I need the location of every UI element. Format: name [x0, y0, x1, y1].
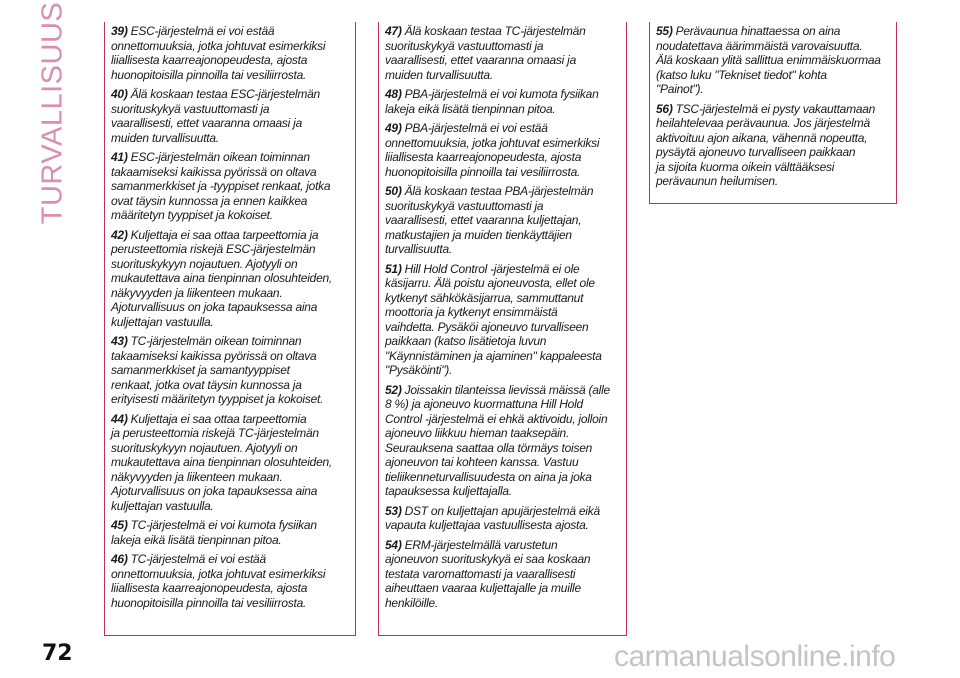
note-number: 50) [385, 184, 402, 198]
note-number: 48) [385, 87, 402, 101]
note-text: TC-järjestelmä ei voi kumota fysiikan lakeja eikä lisätä tienpinnan pitoa. [111, 518, 317, 547]
warning-note [385, 184, 624, 257]
warning-column-1 [104, 22, 356, 636]
note-text: ESC-järjestelmä ei voi estää onnettomuuksia, jotka johtuvat esimerkiksi liiallisesta kaarreajonopeudesta, ajosta huonopitoisilla pinnoilla tai vesiliirrosta. [111, 24, 326, 82]
note-text: TC-järjestelmä ei voi estää onnettomuuksia, jotka johtuvat esimerkiksi liiallisesta kaarreajonopeudesta, ajosta huonopitoisilla pinnoilla tai vesiliirrosta. [111, 552, 326, 610]
note-text: Älä koskaan testaa PBA-järjestelmän suorituskykyä vastuuttomasti ja vaarallisesti, ettet vaaranna kuljettajan, matkustajien ja muiden tienkäyttäjien turvallisuutta. [385, 184, 594, 256]
note-text: Joissakin tilanteissa lievissä mäissä (alle 8 %) ja ajoneuvo kuormattuna Hill Hold Control -järjestelmä ei ehkä aktivoidu, jolloin ajoneuvo liikkuu hieman taaksepäin. Seurauksena saattaa olla törmäys toisen ajoneuvon tai kohteen kanssa. Vastuu tieliikenneturvallisuudesta on aina ja joka tapauksessa kuljettajalla. [385, 382, 610, 498]
warning-note [385, 383, 624, 499]
note-number: 47) [385, 24, 402, 38]
warning-note [656, 24, 894, 97]
note-number: 55) [656, 24, 673, 38]
note-text: TC-järjestelmän oikean toiminnan takaamiseksi kaikissa pyörissä on oltava samanmerkkiset ja samantyyppiset renkaat, jotka ovat täysin kunnossa ja erityisesti määritetyn tyyppiset ja kokoiset. [111, 334, 324, 406]
note-text: Älä koskaan testaa ESC-järjestelmän suorituskykyä vastuuttomasti ja vaarallisesti, ettet vaaranna omaasi ja muiden turvallisuutta. [111, 87, 320, 145]
warning-column-3 [649, 22, 897, 204]
note-text: PBA-järjestelmä ei voi kumota fysiikan lakeja eikä lisätä tienpinnan pitoa. [385, 87, 599, 116]
warning-note [656, 102, 894, 189]
note-number: 44) [111, 411, 128, 426]
note-text: Kuljettaja ei saa ottaa tarpeettomia ja perusteettomia riskejä ESC-järjestelmän suorituskykyyn nojautuen. Ajotyyli on mukautettava aina tienpinnan olosuhteiden, näkyvyyden ja liikenteen mukaan. Ajoturvallisuus on joka tapauksessa aina kuljettajan vastuulla. [111, 227, 333, 329]
warning-note [111, 150, 353, 223]
note-text: PBA-järjestelmä ei voi estää onnettomuuksia, jotka johtuvat esimerkiksi liiallisesta kaarreajonopeudesta, ajosta huonopitoisilla pinnoilla tai vesiliirrosta. [385, 121, 600, 179]
page-number: 72 [42, 641, 73, 666]
warning-note [111, 518, 353, 547]
warning-note [385, 538, 624, 611]
note-number: 54) [385, 537, 402, 552]
note-number: 51) [385, 261, 402, 276]
warning-note [111, 412, 353, 514]
note-text: Älä koskaan testaa TC-järjestelmän suorituskykyä vastuuttomasti ja vaarallisesti, ettet vaaranna omaasi ja muiden turvallisuutta. [385, 24, 586, 82]
warning-note [111, 552, 353, 610]
note-number: 42) [111, 227, 128, 242]
note-text: Kuljettaja ei saa ottaa tarpeettomia ja perusteettomia riskejä TC-järjestelmän suorituskykyyn nojautuen. Ajotyyli on mukautettava aina tienpinnan olosuhteiden, näkyvyyden ja liikenteen mukaan. Ajoturvallisuus on joka tapauksessa aina kuljettajan vastuulla. [111, 411, 333, 513]
warning-note [385, 87, 624, 116]
warning-note [385, 504, 624, 533]
warning-note [111, 87, 353, 145]
note-number: 52) [385, 382, 402, 397]
note-number: 46) [111, 552, 128, 566]
note-text: Perävaunua hinattaessa on aina noudatettava äärimmäistä varovaisuutta. Älä koskaan ylitä sallittua enimmäiskuormaa (katso luku "Tekniset tiedot" kohta "Painot"). [656, 24, 881, 96]
note-number: 53) [385, 503, 402, 518]
note-text: TSC-järjestelmä ei pysty vakauttamaan heilahtelevaa perävaunua. Jos järjestelmä aktivoituu ajon aikana, vähennä nopeutta, pysäytä ajoneuvo turvalliseen paikkaan ja sijoita kuorma oikein välttääksesi perävaunun heilumisen. [656, 101, 876, 188]
warning-note [111, 24, 353, 82]
warning-note [111, 334, 353, 407]
note-number: 39) [111, 24, 128, 38]
note-number: 56) [656, 101, 673, 116]
note-text: ESC-järjestelmän oikean toiminnan takaamiseksi kaikissa pyörissä on oltava samanmerkkiset ja -tyyppiset renkaat, jotka ovat täysin kunnossa ja ennen kaikkea määritetyn tyyppiset ja kokoiset. [111, 150, 331, 222]
note-text: Hill Hold Control -järjestelmä ei ole käsijarru. Älä poistu ajoneuvosta, ellet ole kytkenyt sähkökäsijarrua, sammuttanut moottoria ja kytkenyt ensimmäistä vaihdetta. Pysäköi ajoneuvo turvalliseen paikkaan (katso lisätietoja luvun "Käynnistäminen ja ajaminen" kappaleesta "Pysäköinti"). [385, 261, 602, 377]
section-title-text: TURVALLISUUS [36, 1, 69, 225]
note-number: 41) [111, 150, 128, 164]
note-number: 45) [111, 518, 128, 532]
note-number: 40) [111, 87, 128, 101]
note-text: ERM-järjestelmällä varustetun ajoneuvon suorituskykyä ei saa koskaan testata varomattomasti ja vaarallisesti aiheuttaen vaaraa kuljettajalle ja muille henkilöille. [385, 537, 591, 610]
warning-note [385, 262, 624, 378]
section-title [36, 1, 70, 225]
note-text: DST on kuljettajan apujärjestelmä eikä vapauta kuljettajaa vastuullisesta ajosta. [385, 503, 600, 532]
note-number: 49) [385, 121, 402, 135]
warning-column-2 [378, 22, 627, 636]
note-number: 43) [111, 334, 128, 348]
warning-note [111, 228, 353, 330]
watermark: carmanualsonline.info [614, 640, 896, 673]
warning-note [385, 24, 624, 82]
warning-note [385, 121, 624, 179]
